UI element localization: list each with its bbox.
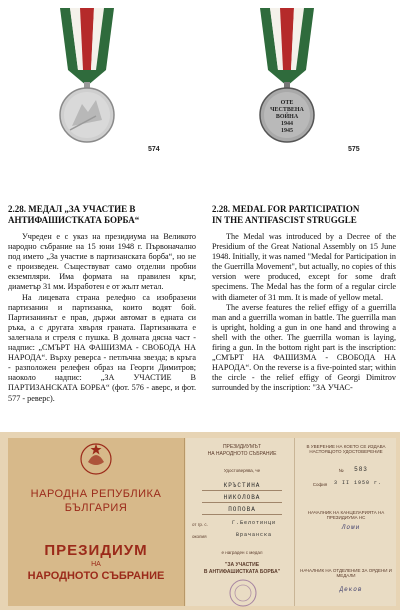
inner-header-1: ПРЕЗИДИУМЪТ <box>222 444 262 450</box>
bulgarian-heading <box>8 204 196 226</box>
cover-title-2: НАРОДНОТО СЪБРАНИЕ <box>27 570 165 582</box>
official-seal-icon <box>228 578 258 608</box>
district-value: Врачанска <box>235 532 272 538</box>
awarded-label: е награден с медал <box>221 550 263 555</box>
medal-inscription-line: 1944 <box>281 121 293 127</box>
cover-title-na: НА <box>91 561 101 568</box>
medal-photo-averse <box>52 8 122 148</box>
english-paragraph-1: The Medal was introduced by a Decree of the Presidium of the Great National Assembly on 15 June 1948. Initially, it was named "Medal for Participation in the Guerrilla Movement", but actually, no copies of this version were produced, except for some draft specimens. The Medal has the form of a regular circle with diameter of 31 mm. It is made of yellow metal. <box>212 232 396 302</box>
medal-inscription-line: 1945 <box>281 128 293 134</box>
cover-line-1: НАРОДНА РЕПУБЛИКА <box>30 488 162 500</box>
recipient-last-name: ПОПОВА <box>228 506 256 513</box>
inner-header-2: НА НАРОДНОТО СЪБРАНИЕ <box>207 451 277 457</box>
english-text <box>212 232 396 394</box>
medal-inscription-line: ВОЙНА <box>275 114 299 120</box>
coat-of-arms-icon <box>76 442 116 476</box>
medal-name-line-1: "ЗА УЧАСТИЕ <box>224 562 260 568</box>
medal-photo-reverse <box>252 8 322 148</box>
bulgarian-paragraph-1: Учреден е с указ на президиума на Великото народно събрание на 15 юни 1948 г. Първоначално под името „За участие в партизанската борба“, но не е произведен. Съществуват само отделни пробни екземпляри. Има формата на правилен кръг, диаметър 31 мм. Изработен е от жълт метал. <box>8 232 196 292</box>
certificate-inner-page <box>186 438 396 606</box>
figure-number-575: 575 <box>348 146 360 153</box>
recipient-first-name: КРЪСТИНА <box>223 482 261 489</box>
bulgarian-paragraph-2: На лицевата страна релефно са изобразени партизанин и партизанка, които водят бой. Партизанинът е прав, държи автомат в едната си ръка, а с другата хвърля граната. Партизанката е залегнала и стреля с пушка. В долната дясна част - надпис: „СМЪРТ НА ФАШИЗМА - СВОБОДА НА НАРОДА“. Върху реверса - петлъчна звезда; в кръга - разположен релефен образ на Георги Димитров; наоколо надпис: „ЗА УЧАСТИЕ В ПАРТИЗАНСКАТА БОРБА“ (фот. 576 - аверс, и фот. 577 - реверс). <box>8 292 196 403</box>
cover-title-1: ПРЕЗИДИУМ <box>44 542 148 559</box>
cover-line-2: БЪЛГАРИЯ <box>64 502 128 514</box>
english-heading <box>212 204 396 226</box>
signature-1: Ломи <box>341 524 361 531</box>
city-label: София <box>312 482 328 487</box>
district-label: околия <box>192 534 207 539</box>
medal-inscription-line: ЧЕСТВЕНА <box>270 107 304 113</box>
recipient-middle-name: НИКОЛОВА <box>223 494 261 501</box>
bulgarian-heading-line2: АНТИФАШИСТКАТА БОРБА“ <box>8 215 140 225</box>
figure-number-574: 574 <box>148 146 160 153</box>
town-label: от гр. с. <box>192 522 208 527</box>
english-heading-line1: 2.28. MEDAL FOR PARTICIPATION <box>212 204 360 214</box>
bulgarian-heading-line1: 2.28. МЕДАЛ „ЗА УЧАСТИЕ В <box>8 204 136 214</box>
medal-inscription-line: ОТЕ <box>280 100 294 106</box>
certificate-number: 583 <box>354 466 368 473</box>
town-value: Г.Белотинци <box>231 520 276 526</box>
chairman-title: НАЧАЛНИК НА КАНЦЕЛАРИЯТА НА ПРЕЗИДИУМА НС <box>307 510 385 520</box>
english-heading-line2: IN THE ANTIFASCIST STRUGGLE <box>212 215 357 225</box>
issuer-title: НАЧАЛНИК НА ОТДЕЛЕНИЕ ЗА ОРДЕНИ И МЕДАЛИ <box>300 568 392 578</box>
medal-name-line-2: В АНТИФАШИСТКАТА БОРБА" <box>203 569 281 575</box>
signature-2: Деков <box>339 586 363 593</box>
certifies-label: Удостоверява, че <box>223 468 261 473</box>
right-page-header: В УВЕРЕНИЕ НА КОЕТО СЕ ИЗДАВА НАСТОЯЩОТО УДОСТОВЕРЕНИЕ <box>306 444 386 454</box>
number-label: № <box>338 468 344 473</box>
certificate-cover <box>8 438 185 606</box>
bulgarian-text <box>8 232 196 404</box>
issue-date: 3 II 1950 г. <box>333 480 382 486</box>
english-paragraph-2: The averse features the relief effigy of a guerrilla man and a guerrilla woman in battle. The guerrilla man is upright, holding a gun in one hand and throwing a shell with the other. The guerrilla woman is laying, firing a gun. In the bottom right part is the inscription: „СМЪРТ НА ФАШИЗМА - СВОБОДА НА НАРОДА“. On the reverse is a five-pointed star; within the circle - the relief effigy of Georgi Dimitrov surrounded by the inscription: "ЗА УЧАС- <box>212 302 396 393</box>
award-certificate-photo <box>0 432 400 610</box>
